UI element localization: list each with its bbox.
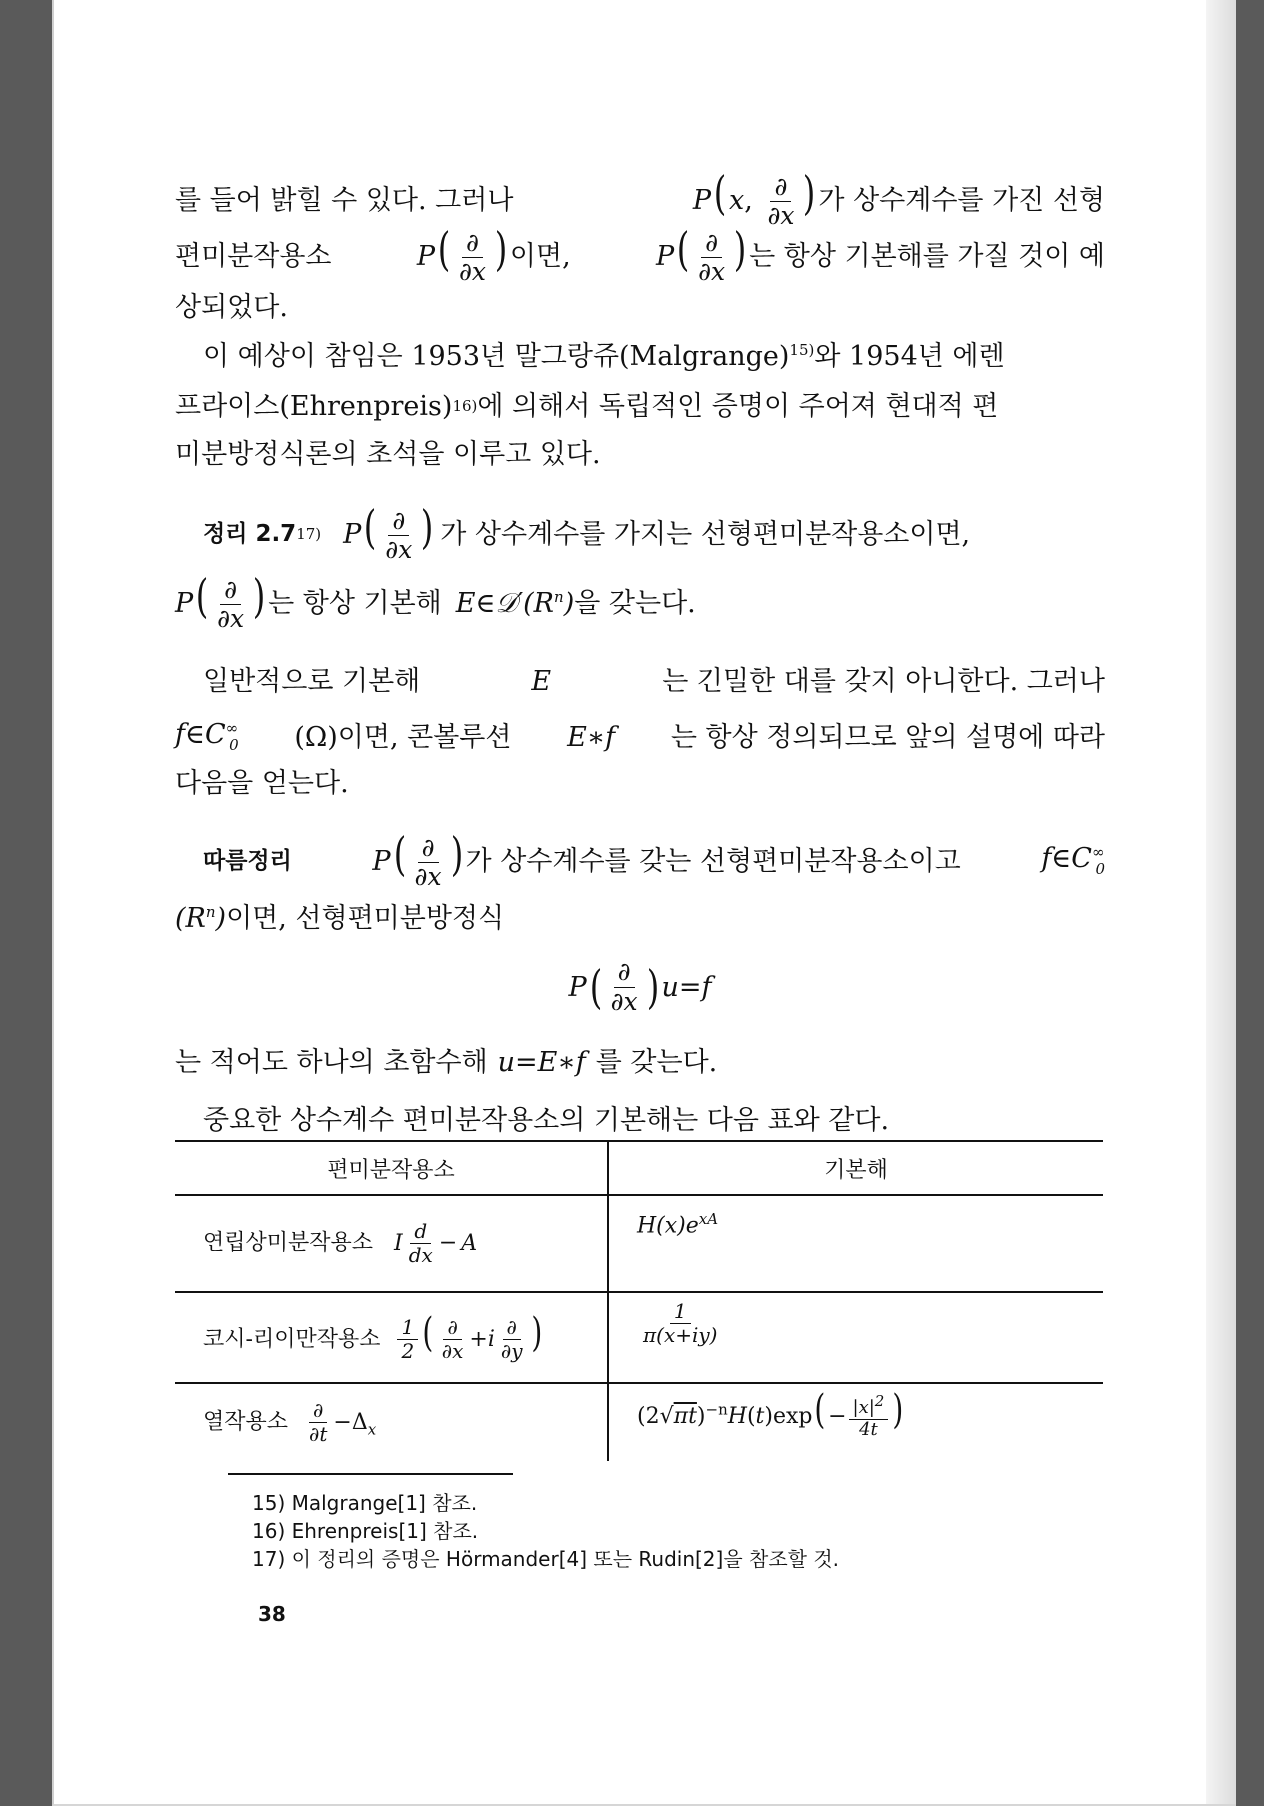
text: 가 상수계수를 가진 선형: [818, 185, 1105, 217]
text: 는 긴밀한 대를 갖지 아니한다. 그러나: [662, 665, 1105, 697]
text: 와 1954년 에렌: [814, 340, 1005, 372]
text: H(x)e: [637, 1213, 699, 1239]
math-P-dx: P( $\frac{\partial}{\partial x}$ )이면,: [416, 222, 571, 287]
table-cell-solution: $(2√\pi t)^{-n}H(t)\exp$( − $\frac{|x|^2}{4t}$ ): [608, 1383, 1103, 1461]
math-E: E: [531, 665, 552, 697]
text: 이 예상이 참임은 1953년 말그랑쥬(Malgrange): [203, 340, 790, 372]
paragraph-line: [175, 166, 1105, 231]
math-P-x-dx: P(x, $\frac{\partial}{\partial x}$ )가 상수계수를 가진 선형: [692, 166, 1105, 231]
paragraph-line: [175, 1034, 1105, 1090]
text: 열작용소: [203, 1409, 289, 1435]
text: 다음을 얻는다.: [175, 767, 349, 799]
footnote: 15) Malgrange[1] 참조.: [252, 1491, 478, 1515]
page-number: 38: [258, 1602, 286, 1626]
text: 연립상미분작용소: [203, 1230, 374, 1256]
page-body: [175, 166, 1105, 1150]
text: 를 갖는다.: [595, 1046, 718, 1078]
text: 에 의해서 독립적인 증명이 주어져 현대적 편: [477, 390, 999, 422]
footnote-ref: 16): [452, 396, 478, 415]
text: 이면, 선형편미분방정식: [226, 902, 505, 934]
text: 가 상수계수를 갖는 선형편미분작용소이고: [465, 846, 961, 878]
math-f-in-C0: $f\in C^\infty_0$: [175, 719, 239, 754]
math-Rn: $(R^n)$: [175, 902, 227, 934]
table-header-row: [175, 1141, 1103, 1195]
math-u-eq: u=E∗f: [497, 1046, 586, 1078]
table-row: [175, 1383, 1103, 1461]
corollary-line: [175, 896, 1105, 940]
text: 를 들어 밝힐 수 있다. 그러나: [175, 184, 514, 216]
page-edge-shadow: [1206, 0, 1236, 1804]
table-header: 기본해: [608, 1141, 1103, 1195]
math-E-in-D: $E\in 𝒟'(R^n)$: [455, 587, 575, 619]
theorem-line: [175, 496, 1105, 572]
paragraph-line: [175, 284, 1105, 330]
footnote: 17) 이 정리의 증명은 Hörmander[4] 또는 Rudin[2]을 참조할 것.: [252, 1547, 839, 1571]
text: 는 항상 정의되므로 앞의 설명에 따라: [670, 721, 1105, 753]
table-cell-solution: [608, 1195, 1103, 1292]
display-equation: P ( $\frac{\partial}{\partial x}$ ) u=f: [568, 957, 712, 1016]
theorem-label: 정리 2.7: [203, 520, 297, 547]
math-P-dx: P( $\frac{\partial}{\partial x}$ )는 항상 기본해를 가질 것이 예: [655, 222, 1105, 287]
footnote: 16) Ehrenpreis[1] 참조.: [252, 1519, 479, 1543]
text: 을 갖는다.: [574, 587, 696, 619]
footnote-ref: 15): [789, 340, 815, 359]
paragraph-line: [175, 222, 1105, 287]
text: 이면,: [509, 241, 571, 273]
table-row: [175, 1195, 1103, 1292]
theorem-line: [175, 569, 1105, 634]
table-cell-solution: $\frac{1}{\pi(x+iy)}$: [608, 1292, 1103, 1383]
text: 는 항상 기본해를 가질 것이 예: [749, 241, 1105, 273]
table-cell-operator: 연립상미분작용소 I $\frac{d}{dx}$ − A: [175, 1195, 608, 1292]
text: 는 적어도 하나의 초함수해: [175, 1046, 488, 1078]
math-P-dx: P( $\frac{\partial}{\partial x}$ )가 상수계수를 갖는 선형편미분작용소이고: [372, 827, 961, 892]
math-P-dx: P( $\frac{\partial}{\partial x}$ ): [343, 500, 434, 565]
corollary-label: 따름정리: [203, 847, 292, 874]
math-E-conv-f: E∗f: [567, 721, 616, 753]
math-P-dx: P( $\frac{\partial}{\partial x}$ ): [175, 569, 266, 634]
corollary-line: [175, 826, 1105, 896]
text: 상되었다.: [175, 291, 288, 323]
text: xA: [698, 1210, 719, 1228]
footnote-divider: [228, 1473, 513, 1475]
text: 중요한 상수계수 편미분작용소의 기본해는 다음 표와 같다.: [203, 1104, 890, 1136]
paragraph-line: [175, 648, 1105, 714]
paragraph-line: [175, 760, 1105, 806]
text: 가 상수계수를 가지는 선형편미분작용소이면,: [440, 518, 971, 550]
text: [203, 340, 1005, 372]
footnote-ref: 17): [296, 524, 322, 543]
text: 프라이스(Ehrenpreis): [175, 390, 453, 422]
table-header: 편미분작용소: [175, 1141, 608, 1195]
paragraph-line: [175, 330, 1105, 382]
paragraph-line: [175, 382, 1105, 430]
table-row: [175, 1292, 1103, 1383]
text: (Ω)이면, 콘볼루션: [294, 721, 512, 753]
paragraph-line: [175, 714, 1105, 760]
text: 일반적으로 기본해: [203, 665, 421, 697]
text: 는 항상 기본해: [268, 587, 442, 619]
equation-rhs: u=f: [661, 971, 712, 1003]
text: 미분방정식론의 초석을 이루고 있다.: [175, 438, 601, 470]
paragraph-line: [175, 430, 1105, 478]
text: 편미분작용소: [175, 240, 332, 272]
table-cell-operator: 열작용소 $\frac{\partial}{\partial t}$ $-\Delta_x$: [203, 1398, 377, 1446]
fundamental-solution-table: [175, 1140, 1103, 1461]
table-cell-operator: 코시-리이만작용소 $\frac{1}{2}$ ( $\frac{\partial}{\partial x}$ +i $\frac{\partial}{\partial y}$ ): [175, 1292, 608, 1383]
math-f-in-C0: $f\in C^\infty_0$: [1041, 843, 1105, 878]
text: 코시-리이만작용소: [203, 1326, 381, 1352]
